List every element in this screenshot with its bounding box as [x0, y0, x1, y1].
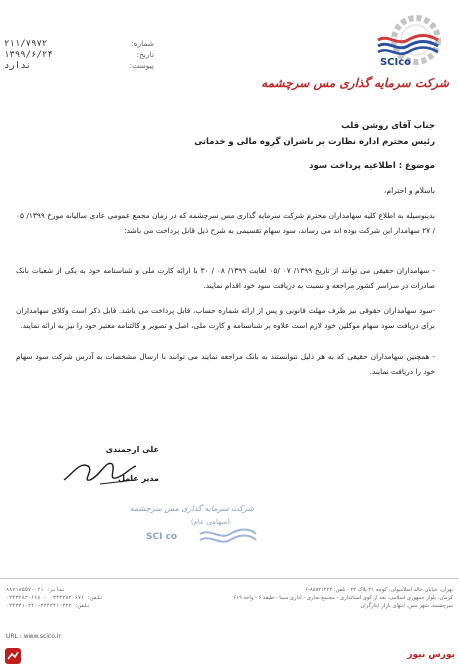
letter-number-label: شماره:: [131, 39, 154, 48]
letter-date-value: ۱۳۹۹/۶/۲۴: [4, 49, 53, 60]
body-paragraph: بدینوسیله به اطلاع کلیه سهامداران محترم شرکت سرمایه گذاری مس سرچشمه که در زمان مجمع عمومی عادی سالیانه مورخ ۱۳۹۹/ ۰۵ / ۲۷ سهامدار این شرکت بوده اند می رساند، سود سهام تقسیمی به شرح ذیل قابل پرداخت می باشد:: [16, 211, 435, 235]
letter-date-label: تاریخ:: [136, 50, 154, 59]
body-paragraph: - همچنین سهامداران حقیقی که به هر دلیل نتوانستند به بانک مراجعه نمایند می توانند با ارسال مشخصات به آدرس شرکت سود سهام خود را دریافت نمایند.: [16, 352, 435, 376]
footer-fax-tehran: نمابر: ۰۲۱-۸۸۷۱۸۵۵۷: [6, 587, 66, 593]
letter-number-value: ۲۱۱/۷۹۷۲: [4, 38, 48, 49]
stamp-wave-icon: [198, 526, 258, 548]
stamp-logo-text: SCI co: [146, 532, 178, 542]
letter-attachment-row: [4, 60, 154, 71]
footer-divider: [0, 574, 459, 586]
stamp-company-name: شرکت سرمایه گذاری مس سرچشمه: [129, 504, 254, 513]
footer-address-tehran: تهران، خیابان خالد اسلامبولی، کوچه ۲۱ پلاک ۲۲ - تلفن: ۸۸۷۲۱۲۲۴-۶: [305, 587, 453, 593]
bourse-news-logo-icon: [4, 647, 22, 665]
letter-date-row: [4, 49, 154, 60]
handwritten-signature: [60, 450, 140, 490]
company-stamp: [128, 500, 258, 550]
logo-company-name: شرکت سرمایه گذاری مس سرچشمه: [261, 76, 449, 90]
letter-attachment-value: ندارد: [4, 60, 32, 71]
addressee: [16, 118, 435, 150]
logo-name: SCIco: [379, 57, 411, 68]
bourse-news-watermark: بورس نیوز: [407, 650, 455, 660]
footer-url: URL : www.scico.ir: [6, 633, 61, 640]
footer-addresses: [223, 586, 453, 610]
body-paragraph: -سود سهامداران حقوقی نیز ظرف مهلت قانونی و پس از ارائه شماره حساب، قابل پرداخت می باشد. قابل ذکر است وکلای سهامداران برای دریافت سود سهام موکلین خود لازم است علاوه بر شناسنامه و کارت ملی، اصل و تصویر و کالتنامه معتبر خود را نیز به ارائه نمایند.: [16, 306, 435, 330]
addressee-title: رئیس محترم اداره نظارت بر ناشران گروه مالی و خدماتی: [194, 137, 435, 147]
company-logo: [261, 6, 451, 98]
stamp-company-type: (سهامی عام): [190, 518, 230, 526]
letter-greeting: باسلام و احترام،: [383, 186, 435, 195]
footer-contacts: [6, 586, 216, 610]
signer-name: علی ارجمندی: [105, 445, 159, 454]
footer-phone-kerman: تلفن: ۰۳۴۳۲۸۲۰۶۷۶ - ۰۳۴۳۲۸۲۰۶۶۸: [6, 595, 103, 601]
letter-meta: [4, 38, 154, 71]
signer-title: مدیر عامل: [118, 474, 159, 483]
footer-address-sarcheshmeh: سرچشمه، شهر مس، انتهای بازار ایثارگران: [360, 603, 453, 609]
body-paragraph: - سهامداران حقیقی می توانند از تاریخ ۱۳۹۹/ ۰۷ /۰۵ لغایت ۱۳۹۹/ ۰۸ / ۳۰ با ارائه کارت ملی و شناسنامه خود به یکی از شعبات بانک صادرات در سراسر کشور مراجعه و نسبت به دریافت سود خود اقدام نمایند.: [16, 266, 435, 290]
letter-number-row: [4, 38, 154, 49]
footer-phone-sarcheshmeh: تلفن: ۳۴۴۳۴۱۰۳۲۲-۰۳۴۳۴۱۰۲۴۰: [6, 603, 91, 609]
letter-attachment-label: پیوست:: [129, 61, 154, 70]
addressee-name: جناب آقای روشن قلب: [341, 121, 435, 131]
letter-subject: موضوع : اطلاعیه پرداخت سود: [309, 161, 435, 171]
footer-address-kerman: کرمان، بلوار جمهوری اسلامی، بعد از کوی استانداری - مجتمع تجاری - اداری سینا - طبقه ۶ - واحد ۶۱۹: [233, 595, 453, 601]
